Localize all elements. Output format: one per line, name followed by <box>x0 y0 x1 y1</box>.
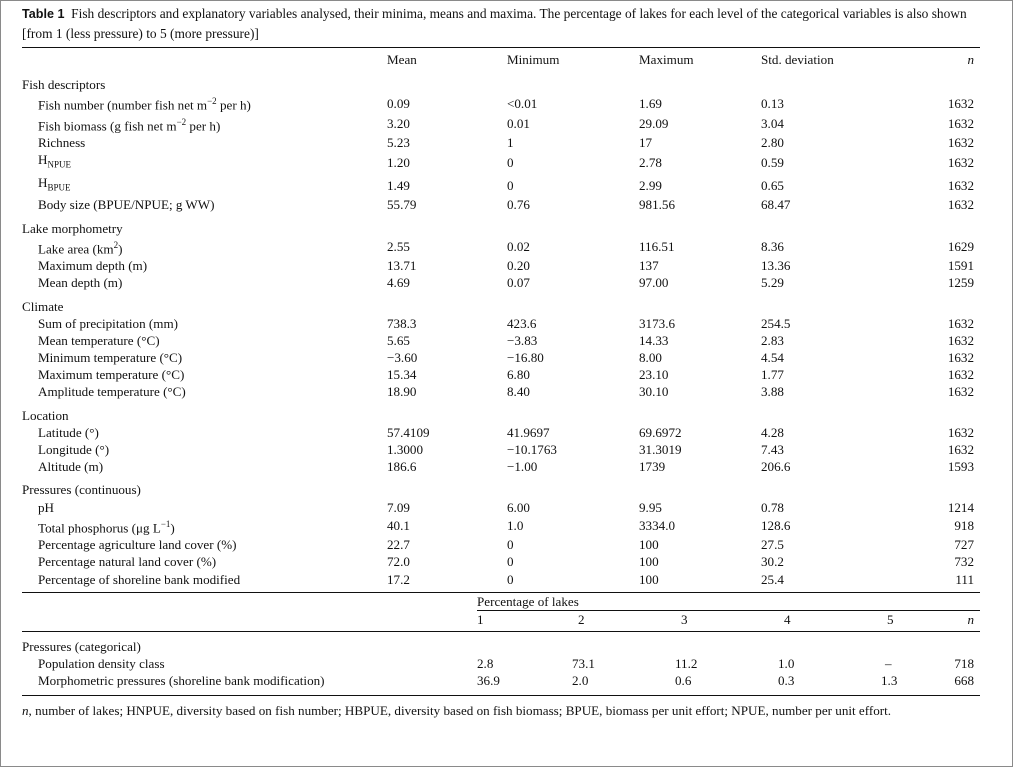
table-row <box>22 366 980 383</box>
cell-minimum: −3.83 <box>507 332 538 348</box>
cell-n: 1591 <box>947 258 974 274</box>
cell-mean: 7.09 <box>387 499 410 515</box>
row-label: Mean depth (m) <box>38 275 123 291</box>
cell-n: 1632 <box>947 384 974 400</box>
cell-std-deviation: 3.88 <box>761 384 784 400</box>
level-4: 4 <box>784 611 791 627</box>
cell-std-deviation: 8.36 <box>761 239 784 255</box>
cell-maximum: 9.95 <box>639 499 662 515</box>
cell-level-4: 1.0 <box>778 656 795 672</box>
cell-std-deviation: 2.83 <box>761 332 784 348</box>
cell-minimum: 0 <box>507 537 514 553</box>
row-label: Fish number (number fish net $m^{-2}$ per h) <box>38 96 251 113</box>
cell-maximum: 3334.0 <box>639 518 676 534</box>
cell-std-deviation: 4.28 <box>761 424 784 440</box>
table-row <box>22 655 980 672</box>
percentage-header-row <box>22 593 980 610</box>
row-label: Lake area $(km^2)$ <box>38 239 123 257</box>
level-2: 2 <box>578 611 585 627</box>
cell-std-deviation: 30.2 <box>761 554 784 570</box>
header-maximum: Maximum <box>639 51 694 67</box>
cell-minimum: 8.40 <box>507 384 530 400</box>
bottom-rule <box>22 695 980 696</box>
categorical-table <box>22 593 980 610</box>
cell-n: 1632 <box>947 315 974 331</box>
cell-std-deviation: 0.65 <box>761 177 784 193</box>
cell-mean: 738.3 <box>387 315 417 331</box>
cell-mean: 55.79 <box>387 197 417 213</box>
cell-minimum: 0 <box>507 177 514 193</box>
categorical-data-table <box>22 632 980 690</box>
cell-n: 668 <box>954 673 974 689</box>
group-title: Pressures (categorical) <box>22 639 141 655</box>
cell-maximum: 8.00 <box>639 350 662 366</box>
cell-mean: 15.34 <box>387 367 417 383</box>
cell-minimum: 0 <box>507 571 514 587</box>
percentage-of-lakes-header: Percentage of lakes <box>477 593 579 609</box>
row-label: Maximum temperature (°C) <box>38 367 185 383</box>
cell-minimum: 1.0 <box>507 518 524 534</box>
row-label: Percentage agriculture land cover (%) <box>38 537 237 553</box>
cell-n: 1593 <box>947 459 974 475</box>
table-footnote: n, number of lakes; HNPUE, diversity based on fish number; HBPUE, diversity based on fish biomass; BPUE, biomass per unit effort; NPUE, number per unit effort. <box>22 702 892 718</box>
table-row <box>22 553 980 570</box>
cell-maximum: 3173.6 <box>639 315 676 331</box>
table-row <box>22 516 980 536</box>
level-header-row <box>22 611 980 628</box>
cell-mean: 1.49 <box>387 177 410 193</box>
cell-n: 1259 <box>947 275 974 291</box>
cell-minimum: 0.07 <box>507 275 530 291</box>
cell-level-5: 1.3 <box>881 673 898 689</box>
cell-std-deviation: 5.29 <box>761 275 784 291</box>
cell-level-1: 36.9 <box>477 673 500 689</box>
table-row <box>22 134 980 151</box>
cell-std-deviation: 68.47 <box>761 197 791 213</box>
cell-maximum: 97.00 <box>639 275 669 291</box>
cell-minimum: 0 <box>507 154 514 170</box>
table-label: Table 1 <box>22 7 65 21</box>
cell-level-2: 73.1 <box>572 656 595 672</box>
cell-minimum: <0.01 <box>507 95 538 111</box>
cell-mean: 17.2 <box>387 571 410 587</box>
row-label: pH <box>38 499 55 515</box>
cell-minimum: −1.00 <box>507 459 538 475</box>
cell-level-3: 0.6 <box>675 673 692 689</box>
cell-n: 1632 <box>947 332 974 348</box>
table-container <box>22 4 980 720</box>
group-title: Pressures (continuous) <box>22 482 141 498</box>
table-row <box>22 196 980 213</box>
cell-n: 1632 <box>947 367 974 383</box>
cell-minimum: 0.20 <box>507 258 530 274</box>
cell-maximum: 2.78 <box>639 154 662 170</box>
table-row <box>22 257 980 274</box>
table-row <box>22 536 980 553</box>
table-row <box>22 498 980 515</box>
table-row <box>22 114 980 134</box>
cell-mean: 4.69 <box>387 275 410 291</box>
cell-maximum: 100 <box>639 537 659 553</box>
cell-minimum: 0.01 <box>507 116 530 132</box>
cell-std-deviation: 13.36 <box>761 258 791 274</box>
cell-n: 718 <box>954 656 974 672</box>
header-n: n <box>967 51 974 67</box>
header-blank <box>22 48 387 70</box>
cell-mean: 40.1 <box>387 518 410 534</box>
group-heading-row <box>22 401 980 424</box>
table-caption <box>22 4 980 44</box>
cell-level-1: 2.8 <box>477 656 494 672</box>
table-row <box>22 458 980 475</box>
cell-std-deviation: 206.6 <box>761 459 791 475</box>
table-row <box>22 315 980 332</box>
group-heading-row <box>22 475 980 498</box>
row-label: Population density class <box>38 656 165 672</box>
row-label: Amplitude temperature (°C) <box>38 384 186 400</box>
header-mean: Mean <box>387 51 417 67</box>
row-label: Sum of precipitation (mm) <box>38 315 179 331</box>
cell-mean: 1.20 <box>387 154 410 170</box>
cell-minimum: −16.80 <box>507 350 544 366</box>
cell-mean: 3.20 <box>387 116 410 132</box>
categorical-body <box>22 632 980 690</box>
cell-maximum: 1739 <box>639 459 666 475</box>
cell-mean: 5.23 <box>387 135 410 150</box>
row-label: Richness <box>38 135 86 150</box>
group-title: Lake morphometry <box>22 220 123 236</box>
cell-n: 1632 <box>947 116 974 132</box>
cell-minimum: 6.00 <box>507 499 530 515</box>
cell-mean: 1.3000 <box>387 442 424 458</box>
cell-n: 1632 <box>947 442 974 458</box>
cell-n: 1632 <box>947 154 974 170</box>
cell-maximum: 30.10 <box>639 384 669 400</box>
cell-mean: 186.6 <box>387 459 417 475</box>
cell-minimum: 1 <box>507 135 514 150</box>
descriptors-table <box>22 48 980 588</box>
level-3: 3 <box>681 611 688 627</box>
row-label: Percentage of shoreline bank modified <box>38 571 241 587</box>
row-label: Longitude (°) <box>38 442 110 458</box>
cell-minimum: 0 <box>507 554 514 570</box>
cell-std-deviation: 1.77 <box>761 367 784 383</box>
cell-mean: 5.65 <box>387 332 410 348</box>
cell-n: 918 <box>954 518 974 534</box>
cell-mean: 2.55 <box>387 239 410 255</box>
continuous-body <box>22 70 980 588</box>
categorical-levels-table <box>22 611 980 628</box>
footnote-text: , number of lakes; HNPUE, diversity based on fish number; HBPUE, diversity based on fish biomass; BPUE, biomass per unit effort; NPUE, number per unit effort. <box>28 702 892 718</box>
cell-n: 1632 <box>947 350 974 366</box>
cell-n: 732 <box>954 554 974 570</box>
cell-mean: −3.60 <box>387 350 418 366</box>
row-label: Mean temperature (°C) <box>38 332 160 348</box>
cell-std-deviation: 7.43 <box>761 442 784 458</box>
cell-maximum: 981.56 <box>639 197 676 213</box>
cell-minimum: 6.80 <box>507 367 530 383</box>
cell-std-deviation: 0.78 <box>761 499 784 515</box>
level-5: 5 <box>887 611 894 627</box>
cell-std-deviation: 0.13 <box>761 95 784 111</box>
cell-std-deviation: 27.5 <box>761 537 784 553</box>
cell-mean: 18.90 <box>387 384 417 400</box>
table-row <box>22 174 980 197</box>
row-label: Percentage natural land cover (%) <box>38 554 217 570</box>
cell-maximum: 2.99 <box>639 177 662 193</box>
row-label: Total phosphorus (μg $L^{-1}$) <box>38 518 175 536</box>
group-heading-row <box>22 632 980 655</box>
cell-n: 1629 <box>947 239 974 255</box>
cell-maximum: 137 <box>639 258 659 274</box>
header-std-deviation: Std. deviation <box>761 51 834 67</box>
group-heading-row <box>22 214 980 237</box>
cell-n: 1632 <box>947 95 974 111</box>
cell-std-deviation: 2.80 <box>761 135 784 150</box>
cell-mean: 13.71 <box>387 258 417 274</box>
cell-level-3: 11.2 <box>675 656 698 672</box>
cell-std-deviation: 254.5 <box>761 315 791 331</box>
cell-n: 1632 <box>947 135 974 150</box>
cell-n: 1632 <box>947 424 974 440</box>
group-heading-row <box>22 291 980 314</box>
cell-minimum: 41.9697 <box>507 424 550 440</box>
cell-level-5: – <box>885 656 892 672</box>
caption-text: Fish descriptors and explanatory variables analysed, their minima, means and maxima. The percentage of lakes for each level of the categorical variables is also shown [from 1 (less pressure) to 5 (more pressure)] <box>22 6 967 41</box>
cell-n: 1214 <box>947 499 974 515</box>
table-row <box>22 332 980 349</box>
cell-maximum: 23.10 <box>639 367 669 383</box>
row-label: $H_{NPUE}$ <box>38 152 71 170</box>
cell-maximum: 29.09 <box>639 116 669 132</box>
header-minimum: Minimum <box>507 51 560 67</box>
cell-n: 111 <box>955 571 974 587</box>
cell-maximum: 1.69 <box>639 95 662 111</box>
cell-level-2: 2.0 <box>572 673 589 689</box>
cell-minimum: 423.6 <box>507 315 537 331</box>
cell-minimum: 0.76 <box>507 197 530 213</box>
group-title: Climate <box>22 298 64 314</box>
table-row <box>22 93 980 113</box>
cell-maximum: 69.6972 <box>639 424 682 440</box>
cell-maximum: 14.33 <box>639 332 669 348</box>
level-n: n <box>967 611 974 627</box>
table-row <box>22 672 980 689</box>
row-label: Body size (BPUE/NPUE; g WW) <box>38 197 215 213</box>
row-label: Latitude (°) <box>38 424 99 440</box>
cell-maximum: 31.3019 <box>639 442 682 458</box>
cell-n: 1632 <box>947 177 974 193</box>
group-title: Fish descriptors <box>22 77 106 93</box>
cell-maximum: 100 <box>639 571 659 587</box>
cell-std-deviation: 3.04 <box>761 116 784 132</box>
table-row <box>22 570 980 587</box>
cell-std-deviation: 25.4 <box>761 571 784 587</box>
row-label: Altitude (m) <box>38 459 104 475</box>
cell-mean: 57.4109 <box>387 424 430 440</box>
cell-mean: 22.7 <box>387 537 410 553</box>
cell-std-deviation: 4.54 <box>761 350 784 366</box>
table-row <box>22 383 980 400</box>
cell-minimum: −10.1763 <box>507 442 557 458</box>
level-1: 1 <box>477 611 484 627</box>
row-label: Morphometric pressures (shoreline bank modification) <box>38 673 325 689</box>
cell-n: 1632 <box>947 197 974 213</box>
table-row <box>22 349 980 366</box>
cell-mean: 72.0 <box>387 554 410 570</box>
table-row <box>22 274 980 291</box>
group-title: Location <box>22 407 69 423</box>
cell-std-deviation: 0.59 <box>761 154 784 170</box>
row-label: Fish biomass (g fish net $m^{-2}$ per h) <box>38 116 221 133</box>
table-row <box>22 424 980 441</box>
table-row <box>22 441 980 458</box>
cell-maximum: 17 <box>639 135 653 150</box>
column-header-row <box>22 48 980 70</box>
cell-std-deviation: 128.6 <box>761 518 791 534</box>
cell-level-4: 0.3 <box>778 673 795 689</box>
row-label: $H_{BPUE}$ <box>38 174 71 193</box>
group-heading-row <box>22 70 980 93</box>
row-label: Maximum depth (m) <box>38 258 148 274</box>
table-row <box>22 237 980 257</box>
cell-mean: 0.09 <box>387 95 410 111</box>
cell-maximum: 100 <box>639 554 659 570</box>
cell-n: 727 <box>954 537 974 553</box>
table-row <box>22 151 980 174</box>
row-label: Minimum temperature (°C) <box>38 350 183 366</box>
cell-minimum: 0.02 <box>507 239 530 255</box>
cell-maximum: 116.51 <box>639 239 675 255</box>
